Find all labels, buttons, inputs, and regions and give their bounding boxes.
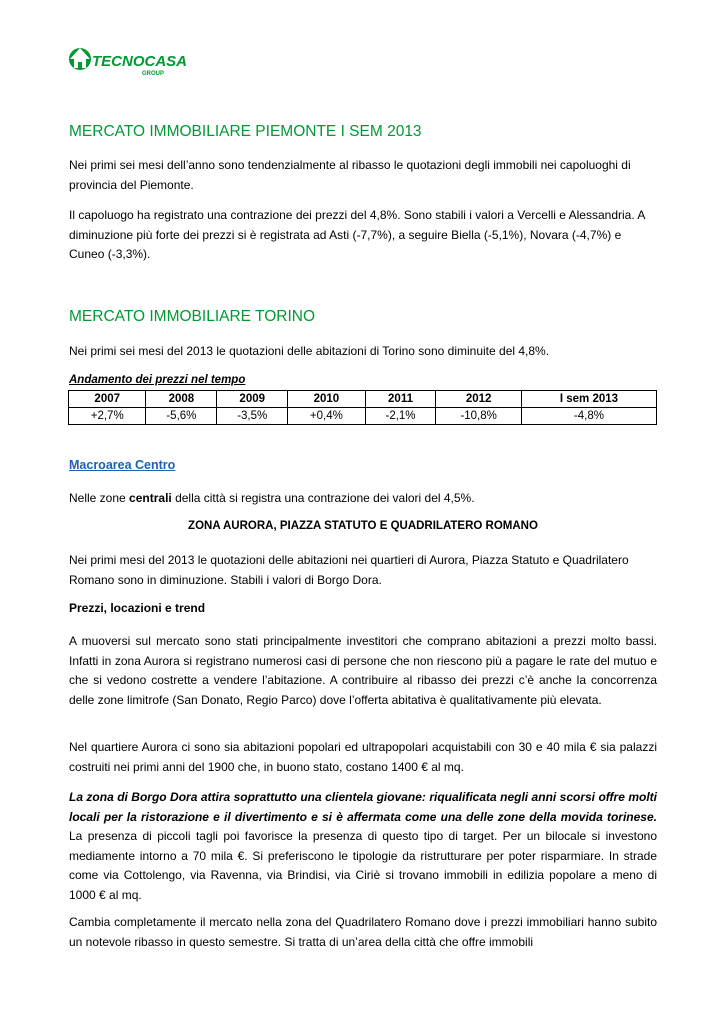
- para-investitori: A muoversi sul mercato sono stati principalmente investitori che comprano abitazioni a prezzi molto bassi. Infatti in zona Aurora si registrano numerosi casi di persone che non riescono più a pagare le rate del mutuo e che si vedono costrette a vendere l’abitazione. A contribuire al ribasso dei prezzi c’è anche la concorrenza delle zone limitrofe (San Donato, Regio Parco) dove l’offerta abitativa è qualitativamente più elevata.: [69, 634, 657, 707]
- title-torino: MERCATO IMMOBILIARE TORINO: [69, 308, 316, 325]
- price-trend-table: [68, 390, 657, 425]
- macroarea-centro-heading: Macroarea Centro: [69, 458, 176, 472]
- para-borgo-dora: [69, 788, 657, 905]
- table-cell: -4,8%: [521, 408, 656, 425]
- table-header-cell: 2009: [217, 391, 288, 408]
- para-zone-centrali: [69, 489, 657, 509]
- intro-text-pre: Nelle zone: [69, 491, 130, 505]
- borgo-dora-highlight: La zona di Borgo Dora attira soprattutto una clientela giovane: riqualificata negli anni scorsi offre molti locali per la ristorazione e il divertimento e si è affermata come una delle zone della movida torinese.: [69, 790, 657, 824]
- para-piemonte-intro: Nei primi sei mesi dell’anno sono tendenzialmente al ribasso le quotazioni degli immobili nei capoluoghi di provincia del Piemonte.: [69, 158, 631, 192]
- table-cell: +2,7%: [69, 408, 146, 425]
- sub-label-prezzi: Prezzi, locazioni e trend: [69, 601, 206, 615]
- table-header-cell: 2011: [365, 391, 436, 408]
- intro-text-bold: centrali: [129, 491, 172, 505]
- table-cell: +0,4%: [288, 408, 365, 425]
- para-zone-intro: Nei primi mesi del 2013 le quotazioni delle abitazioni nei quartieri di Aurora, Piazza Statuto e Quadrilatero Romano sono in diminuzione. Stabili i valori di Borgo Dora.: [69, 553, 629, 587]
- table-header-cell: 2012: [436, 391, 521, 408]
- table-cell: -10,8%: [436, 408, 521, 425]
- borgo-dora-rest: La presenza di piccoli tagli poi favorisce la presenza di questo tipo di target. Per un bilocale si investono mediamente intorno a 70 mila €. Si preferiscono le tipologie da ristrutturare per poter risparmiare. In strade come via Cottolengo, via Ravenna, via Brindisi, via Ciriè si trovano immobili in edilizia popolare a meno di 1000 € al mq.: [69, 829, 657, 902]
- table-cell: -3,5%: [217, 408, 288, 425]
- zone-title: ZONA AURORA, PIAZZA STATUTO E QUADRILATERO ROMANO: [188, 520, 538, 532]
- para-torino-intro: Nei primi sei mesi del 2013 le quotazioni delle abitazioni di Torino sono diminuite del 4,8%.: [69, 344, 550, 358]
- table-cell: -5,6%: [146, 408, 217, 425]
- table-header-cell: 2010: [288, 391, 365, 408]
- table-caption: Andamento dei prezzi nel tempo: [69, 374, 246, 386]
- table-cell: -2,1%: [365, 408, 436, 425]
- para-aurora: Nel quartiere Aurora ci sono sia abitazioni popolari ed ultrapopolari acquistabili con 30 e 40 mila € sia palazzi costruiti nei primi anni del 1900 che, in buono stato, costano 1400 € al mq.: [69, 740, 657, 774]
- intro-text-post: della città si registra una contrazione dei valori del 4,5%.: [171, 491, 475, 505]
- table-header-cell: I sem 2013: [521, 391, 656, 408]
- table-header-cell: 2008: [146, 391, 217, 408]
- para-quadrilatero: Cambia completamente il mercato nella zona del Quadrilatero Romano dove i prezzi immobiliari hanno subito un notevole ribasso in questo semestre. Si tratta di un’area della città che offre immobili: [69, 915, 657, 949]
- para-piemonte-prices: Il capoluogo ha registrato una contrazione dei prezzi del 4,8%. Sono stabili i valori a Vercelli e Alessandria. A diminuzione più forte dei prezzi si è registrata ad Asti (-7,7%), a seguire Biella (-5,1%), Novara (-4,7%) e Cuneo (-3,3%).: [69, 208, 645, 261]
- logo-brand: TECNOCASA: [92, 53, 188, 70]
- logo-sub: GROUP: [142, 71, 165, 77]
- table-row: [69, 408, 657, 425]
- title-piemonte: MERCATO IMMOBILIARE PIEMONTE I SEM 2013: [69, 123, 422, 140]
- table-header-cell: 2007: [69, 391, 146, 408]
- table-header-row: [69, 391, 657, 408]
- house-logo-icon: [68, 40, 188, 80]
- tecnocasa-logo: [68, 40, 188, 80]
